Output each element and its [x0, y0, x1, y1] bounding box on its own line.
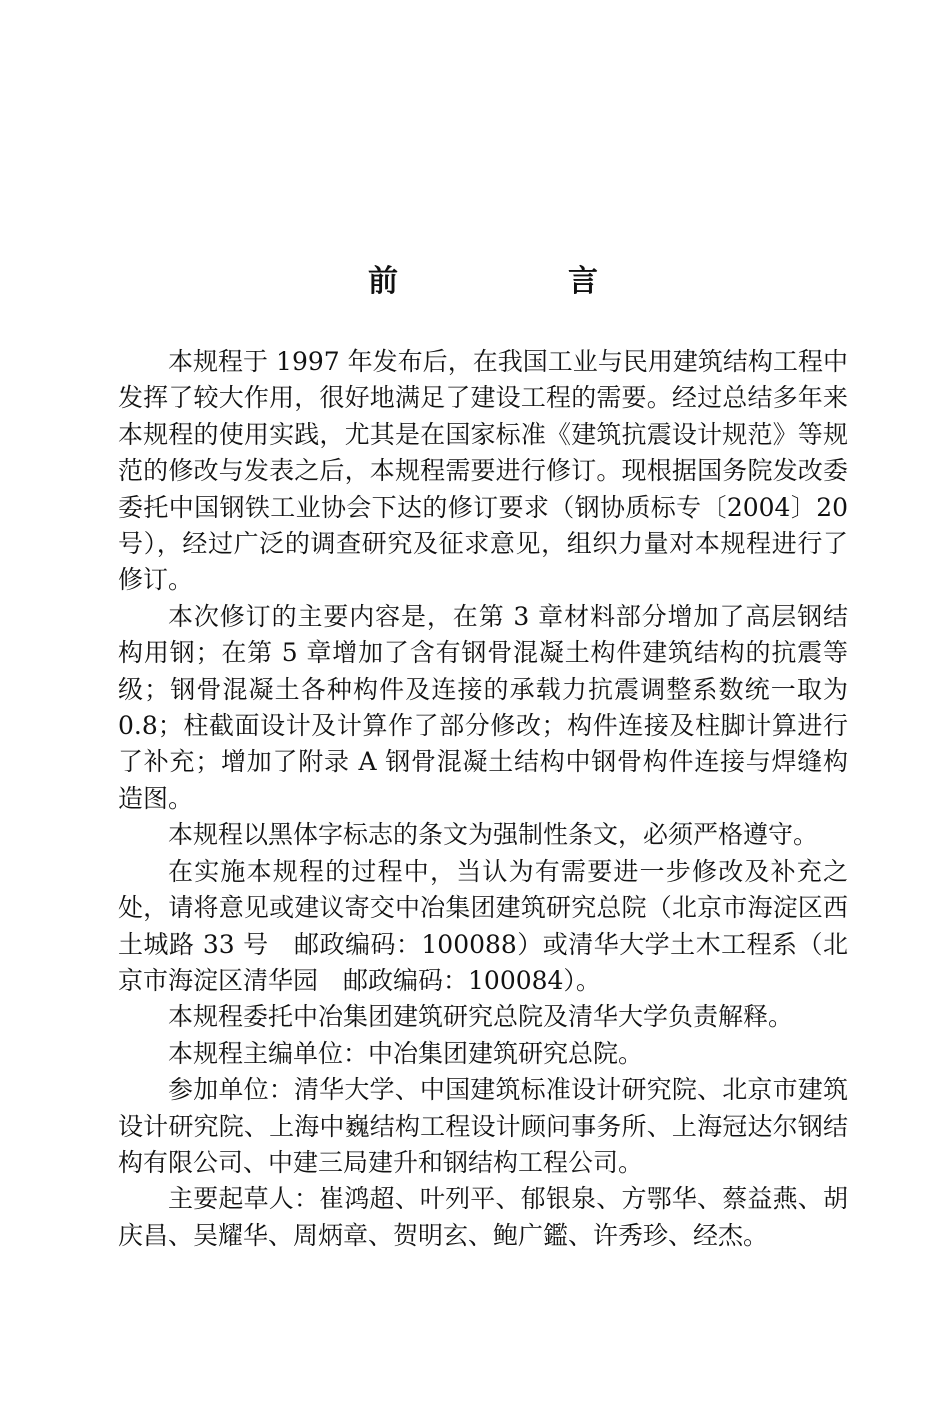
paragraph-background: 本规程于 1997 年发布后，在我国工业与民用建筑结构工程中发挥了较大作用，很好地满足了建设工程的需要。经过总结多年来本规程的使用实践，尤其是在国家标准《建筑抗震设计规范》等规范的修改与发表之后，本规程需要进行修订。现根据国务院发改委委托中国钢铁工业协会下达的修订要求（钢协质标专〔2004〕20 号），经过广泛的调查研究及征求意见，组织力量对本规程进行了修订。	[118, 347, 848, 595]
paragraph-participating-units: 参加单位：清华大学、中国建筑标准设计研究院、北京市建筑设计研究院、上海中巍结构工程设计顾问事务所、上海冠达尔钢结构有限公司、中建三局建升和钢结构工程公司。	[118, 1075, 848, 1177]
preface-page	[118, 258, 848, 1254]
paragraph-revision-content: 本次修订的主要内容是，在第 3 章材料部分增加了高层钢结构用钢；在第 5 章增加了含有钢骨混凝土构件建筑结构的抗震等级；钢骨混凝土各种构件及连接的承载力抗震调整系数统一取为 0.8；柱截面设计及计算作了部分修改；构件连接及柱脚计算进行了补充；增加了附录 A 钢骨混凝土结构中钢骨构件连接与焊缝构造图。	[118, 601, 848, 813]
paragraph-drafters: 主要起草人：崔鸿超、叶列平、郁银泉、方鄂华、蔡益燕、胡庆昌、吴耀华、周炳章、贺明玄、鲍广鑑、许秀珍、经杰。	[118, 1184, 848, 1250]
paragraph-mandatory-clauses: 本规程以黑体字标志的条文为强制性条文，必须严格遵守。	[168, 820, 819, 850]
page-title: 前 言	[368, 264, 668, 299]
paragraph-feedback-address: 在实施本规程的过程中，当认为有需要进一步修改及补充之处，请将意见或建议寄交中冶集团建筑研究总院（北京市海淀区西土城路 33 号 邮政编码：100088）或清华大学土木工程系（北京市海淀区清华园 邮政编码：100084）。	[118, 856, 848, 995]
paragraph-interpretation: 本规程委托中冶集团建筑研究总院及清华大学负责解释。	[168, 1002, 794, 1032]
paragraph-chief-editor: 本规程主编单位：中冶集团建筑研究总院。	[168, 1038, 644, 1068]
